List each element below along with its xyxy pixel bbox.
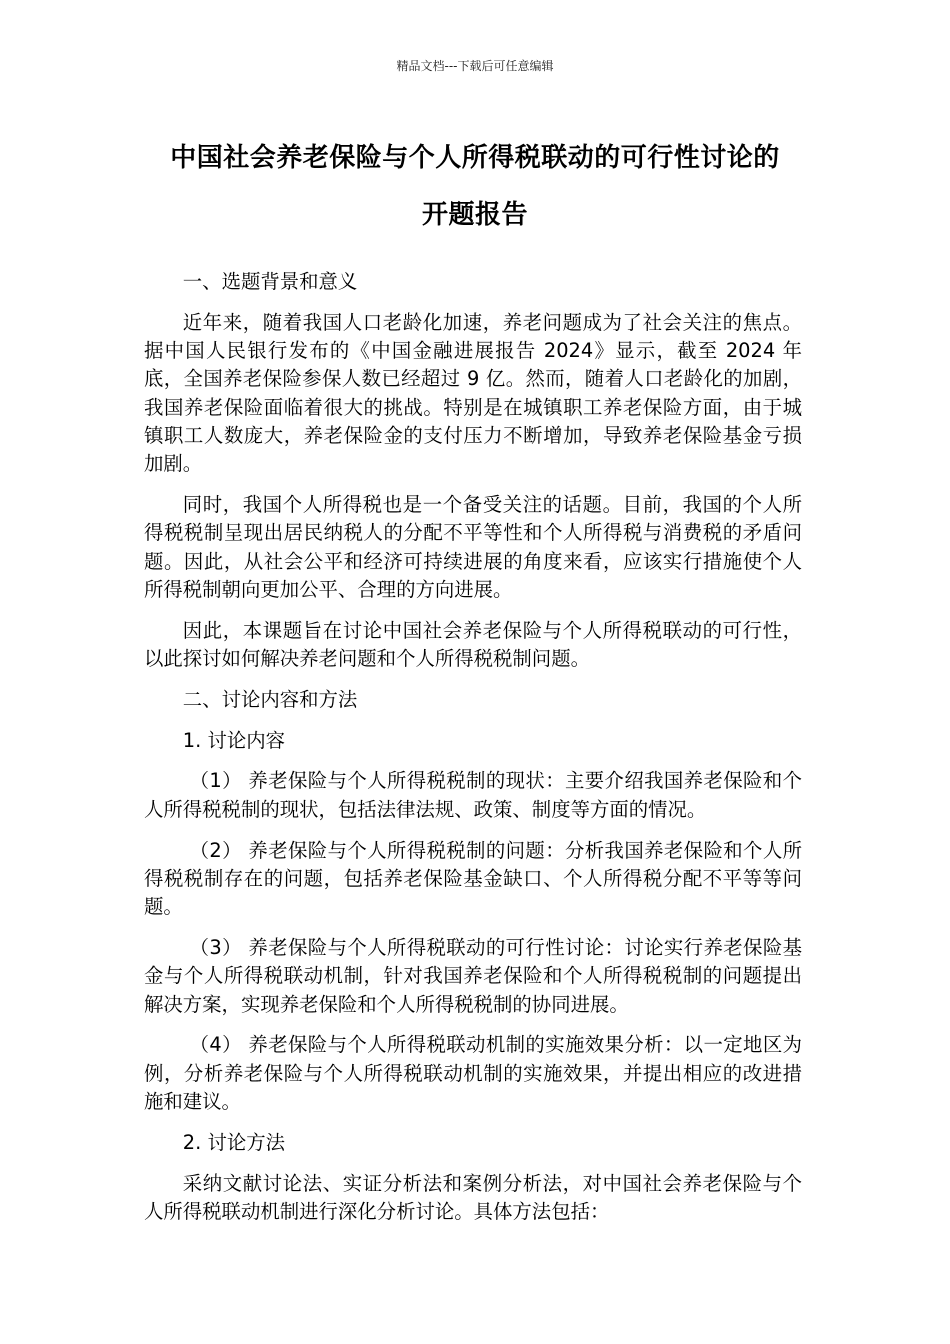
content-item-1: （1） 养老保险与个人所得税税制的现状：主要介绍我国养老保险和个人所得税税制的现状，包括法律法规、政策、制度等方面的情况。 bbox=[144, 769, 802, 821]
paragraph-research-aim: 因此，本课题旨在讨论中国社会养老保险与个人所得税联动的可行性，以此探讨如何解决养老问题和个人所得税税制问题。 bbox=[144, 618, 802, 671]
content-item-4: （4） 养老保险与个人所得税联动机制的实施效果分析：以一定地区为例，分析养老保险与个人所得税联动机制的实施效果，并提出相应的改进措施和建议。 bbox=[144, 1033, 802, 1113]
subheading-research-content: 1. 讨论内容 bbox=[182, 728, 286, 752]
title-line-1: 中国社会养老保险与个人所得税联动的可行性讨论的 bbox=[170, 143, 780, 173]
document-title bbox=[120, 130, 830, 244]
document-body bbox=[144, 268, 802, 1239]
paragraph-methods: 采纳文献讨论法、实证分析法和案例分析法，对中国社会养老保险与个人所得税联动机制进行深化分析讨论。具体方法包括： bbox=[144, 1171, 802, 1223]
content-item-3: （3） 养老保险与个人所得税联动的可行性讨论：讨论实行养老保险基金与个人所得税联动机制，针对我国养老保险和个人所得税税制的问题提出解决方案，实现养老保险和个人所得税税制的协同进展。 bbox=[144, 935, 802, 1016]
subheading-research-methods: 2. 讨论方法 bbox=[182, 1130, 286, 1154]
section-heading-background: 一、选题背景和意义 bbox=[182, 270, 358, 293]
page-header: 精品文档---下载后可任意编辑 bbox=[396, 59, 554, 73]
paragraph-aging-background: 近年来，随着我国人口老龄化加速，养老问题成为了社会关注的焦点。据中国人民银行发布的《中国金融进展报告 2024》显示，截至 2024 年底，全国养老保险参保人数已经超过 9 亿。然而，随着人口老龄化的加剧，我国养老保险面临着很大的挑战。特别是在城镇职工养老保险方面，由于城镇职工人数庞大，养老保险金的支付压力不断增加，导致养老保险基金亏损加剧。 bbox=[144, 310, 802, 476]
content-item-2: （2） 养老保险与个人所得税税制的问题：分析我国养老保险和个人所得税税制存在的问题，包括养老保险基金缺口、个人所得税分配不平等等问题。 bbox=[144, 838, 802, 919]
paragraph-income-tax: 同时，我国个人所得税也是一个备受关注的话题。目前，我国的个人所得税税制呈现出居民纳税人的分配不平等性和个人所得税与消费税的矛盾问题。因此，从社会公平和经济可持续进展的角度来看，应该实行措施使个人所得税制朝向更加公平、合理的方向进展。 bbox=[144, 493, 802, 601]
title-line-2: 开题报告 bbox=[421, 200, 528, 230]
section-heading-content-methods: 二、讨论内容和方法 bbox=[182, 687, 358, 711]
